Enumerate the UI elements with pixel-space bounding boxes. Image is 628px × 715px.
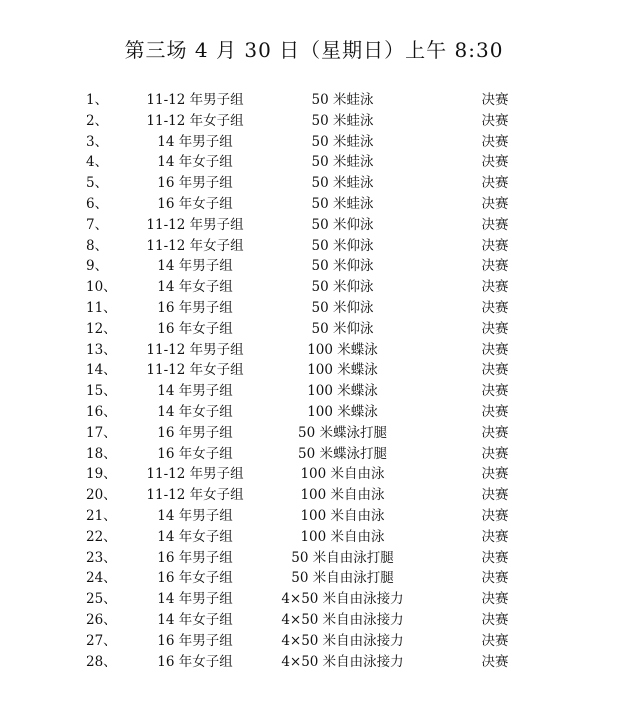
age-group: 16 年女子组: [157, 653, 233, 670]
list-item: [0, 402, 628, 423]
list-item: [0, 589, 628, 610]
event-name: 4×50 米自由泳接力: [281, 611, 404, 628]
list-item: [0, 111, 628, 132]
event-number: 10、: [86, 279, 117, 296]
age-group: 14 年男子组: [157, 507, 233, 524]
event-stage: 决赛: [481, 507, 509, 524]
page-title: 第三场 4 月 30 日（星期日）上午 8:30: [124, 38, 504, 62]
age-group: 16 年女子组: [157, 195, 233, 212]
age-group: 14 年男子组: [157, 258, 233, 275]
event-number: 2、: [86, 112, 109, 129]
list-item: [0, 610, 628, 631]
event-number: 19、: [86, 466, 117, 483]
event-number: 6、: [86, 195, 109, 212]
event-stage: 决赛: [481, 445, 509, 462]
event-name: 50 米仰泳: [311, 279, 374, 296]
event-schedule-list: [0, 90, 628, 672]
event-number: 3、: [86, 133, 109, 150]
list-item: [0, 444, 628, 465]
list-item: [0, 360, 628, 381]
age-group: 16 年女子组: [157, 445, 233, 462]
event-number: 8、: [86, 237, 109, 254]
event-number: 15、: [86, 383, 117, 400]
event-number: 25、: [86, 591, 117, 608]
event-stage: 决赛: [481, 653, 509, 670]
age-group: 14 年女子组: [157, 154, 233, 171]
event-number: 18、: [86, 445, 117, 462]
event-name: 50 米蛙泳: [311, 175, 374, 192]
event-stage: 决赛: [481, 112, 509, 129]
age-group: 14 年女子组: [157, 611, 233, 628]
event-number: 7、: [86, 216, 109, 233]
event-name: 50 米仰泳: [311, 216, 374, 233]
event-number: 1、: [86, 92, 109, 108]
event-number: 16、: [86, 403, 117, 420]
age-group: 16 年女子组: [157, 570, 233, 587]
age-group: 11-12 年女子组: [146, 362, 244, 379]
event-stage: 决赛: [481, 424, 509, 441]
event-stage: 决赛: [481, 279, 509, 296]
list-item: [0, 277, 628, 298]
event-number: 21、: [86, 507, 117, 524]
age-group: 14 年男子组: [157, 383, 233, 400]
list-item: [0, 423, 628, 444]
event-name: 100 米蝶泳: [307, 362, 378, 379]
event-number: 11、: [86, 299, 117, 316]
event-name: 50 米仰泳: [311, 299, 374, 316]
event-stage: 决赛: [481, 632, 509, 649]
event-number: 26、: [86, 611, 117, 628]
list-item: [0, 236, 628, 257]
event-number: 22、: [86, 528, 117, 545]
event-stage: 决赛: [481, 591, 509, 608]
event-number: 9、: [86, 258, 109, 275]
event-name: 50 米蛙泳: [311, 195, 374, 212]
list-item: [0, 485, 628, 506]
event-stage: 决赛: [481, 383, 509, 400]
age-group: 16 年女子组: [157, 320, 233, 337]
list-item: [0, 652, 628, 673]
event-name: 100 米蝶泳: [307, 383, 378, 400]
age-group: 16 年男子组: [157, 632, 233, 649]
list-item: [0, 527, 628, 548]
event-name: 4×50 米自由泳接力: [281, 632, 404, 649]
event-name: 50 米蛙泳: [311, 133, 374, 150]
list-item: [0, 319, 628, 340]
event-number: 4、: [86, 154, 109, 171]
event-name: 50 米仰泳: [311, 258, 374, 275]
list-item: [0, 548, 628, 569]
age-group: 16 年男子组: [157, 299, 233, 316]
event-name: 100 米自由泳: [300, 507, 385, 524]
age-group: 11-12 年男子组: [146, 466, 244, 483]
event-number: 23、: [86, 549, 117, 566]
list-item: [0, 506, 628, 527]
event-name: 100 米自由泳: [300, 487, 385, 504]
list-item: [0, 152, 628, 173]
age-group: 14 年女子组: [157, 403, 233, 420]
event-name: 50 米仰泳: [311, 237, 374, 254]
event-stage: 决赛: [481, 237, 509, 254]
event-name: 100 米自由泳: [300, 528, 385, 545]
event-stage: 决赛: [481, 154, 509, 171]
event-stage: 决赛: [481, 216, 509, 233]
event-number: 13、: [86, 341, 117, 358]
event-stage: 决赛: [481, 466, 509, 483]
event-stage: 决赛: [481, 320, 509, 337]
event-name: 50 米自由泳打腿: [291, 549, 394, 566]
age-group: 11-12 年男子组: [146, 341, 244, 358]
list-item: [0, 340, 628, 361]
event-stage: 决赛: [481, 570, 509, 587]
age-group: 11-12 年女子组: [146, 237, 244, 254]
event-stage: 决赛: [481, 299, 509, 316]
event-number: 24、: [86, 570, 117, 587]
age-group: 11-12 年男子组: [146, 92, 244, 108]
event-name: 100 米自由泳: [300, 466, 385, 483]
event-stage: 决赛: [481, 403, 509, 420]
age-group: 14 年男子组: [157, 591, 233, 608]
list-item: [0, 132, 628, 153]
list-item: [0, 256, 628, 277]
event-name: 100 米蝶泳: [307, 403, 378, 420]
event-name: 50 米蝶泳打腿: [298, 424, 387, 441]
age-group: 14 年男子组: [157, 133, 233, 150]
list-item: [0, 215, 628, 236]
age-group: 16 年男子组: [157, 424, 233, 441]
age-group: 11-12 年男子组: [146, 216, 244, 233]
event-number: 12、: [86, 320, 117, 337]
age-group: 14 年女子组: [157, 528, 233, 545]
event-stage: 决赛: [481, 133, 509, 150]
event-stage: 决赛: [481, 258, 509, 275]
event-stage: 决赛: [481, 362, 509, 379]
list-item: [0, 173, 628, 194]
event-number: 20、: [86, 487, 117, 504]
event-name: 50 米蛙泳: [311, 92, 374, 108]
list-item: [0, 298, 628, 319]
list-item: [0, 464, 628, 485]
event-stage: 决赛: [481, 611, 509, 628]
event-name: 4×50 米自由泳接力: [281, 653, 404, 670]
list-item: [0, 194, 628, 215]
event-name: 50 米蛙泳: [311, 154, 374, 171]
event-name: 50 米蛙泳: [311, 112, 374, 129]
list-item: [0, 631, 628, 652]
event-name: 100 米蝶泳: [307, 341, 378, 358]
event-number: 14、: [86, 362, 117, 379]
age-group: 11-12 年女子组: [146, 487, 244, 504]
event-stage: 决赛: [481, 175, 509, 192]
event-number: 17、: [86, 424, 117, 441]
event-name: 50 米蝶泳打腿: [298, 445, 387, 462]
list-item: [0, 568, 628, 589]
event-stage: 决赛: [481, 195, 509, 212]
event-stage: 决赛: [481, 549, 509, 566]
event-stage: 决赛: [481, 528, 509, 545]
event-number: 27、: [86, 632, 117, 649]
event-number: 5、: [86, 175, 109, 192]
event-name: 50 米仰泳: [311, 320, 374, 337]
age-group: 16 年男子组: [157, 175, 233, 192]
event-name: 4×50 米自由泳接力: [281, 591, 404, 608]
event-stage: 决赛: [481, 341, 509, 358]
event-number: 28、: [86, 653, 117, 670]
age-group: 14 年女子组: [157, 279, 233, 296]
event-name: 50 米自由泳打腿: [291, 570, 394, 587]
list-item: [0, 90, 628, 111]
age-group: 11-12 年女子组: [146, 112, 244, 129]
age-group: 16 年男子组: [157, 549, 233, 566]
event-stage: 决赛: [481, 92, 509, 108]
event-stage: 决赛: [481, 487, 509, 504]
list-item: [0, 381, 628, 402]
